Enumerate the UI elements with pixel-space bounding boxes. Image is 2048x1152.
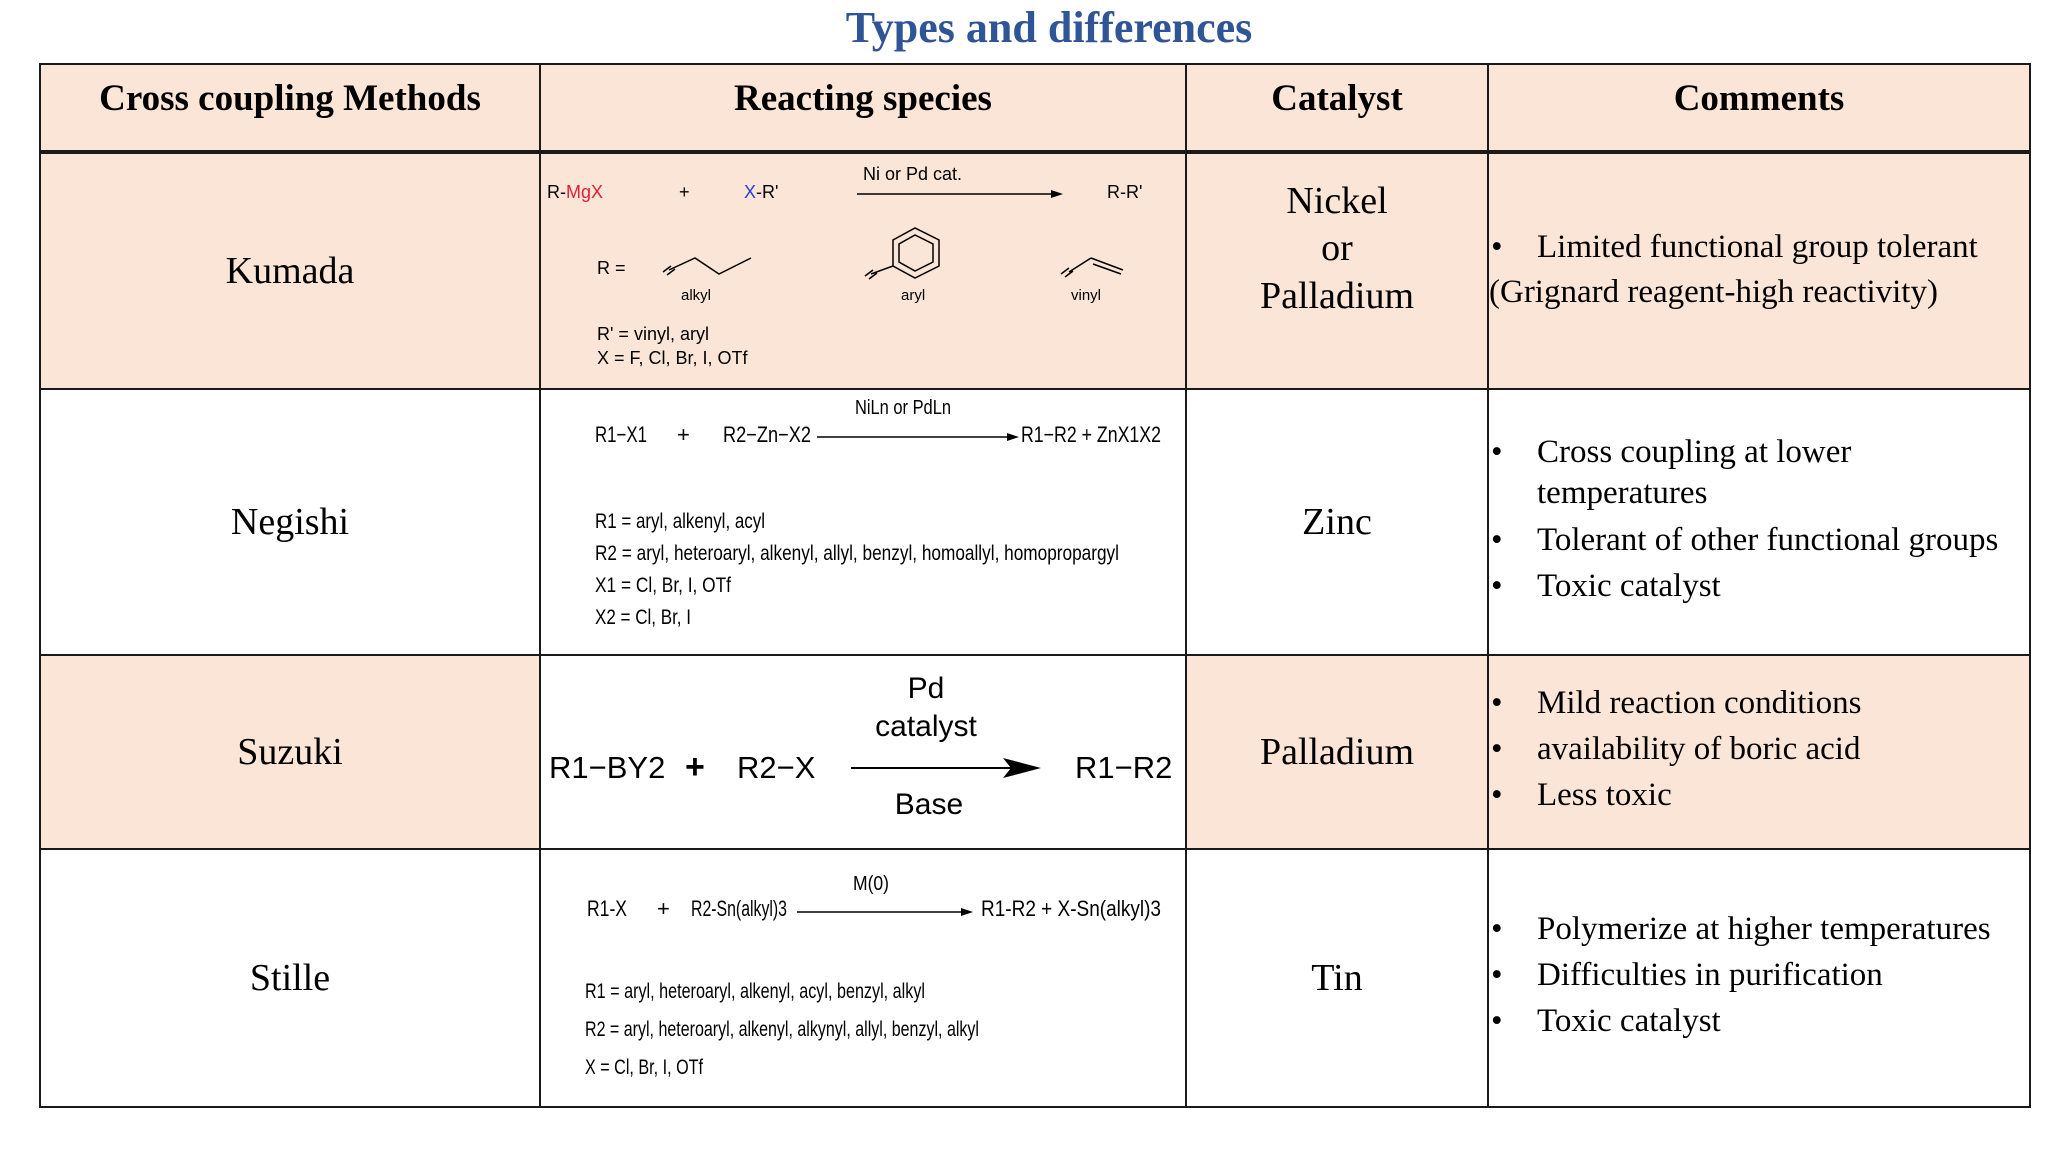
catalyst-line: Nickel <box>1286 179 1388 222</box>
arrowhead <box>961 908 973 916</box>
comment-item: • Tolerant of other functional groups <box>1489 520 2029 561</box>
comment-item: • Cross coupling at lower temperatures <box>1489 432 2029 515</box>
reactant-1: R1-X <box>587 896 628 921</box>
arrow-label: Ni or Pd cat. <box>863 164 963 184</box>
cross-coupling-table <box>39 63 2031 1108</box>
reactant-2: R2−Zn−X2 <box>723 422 811 447</box>
stille-scheme <box>541 850 1187 1106</box>
reactant-2: X-R' <box>744 182 779 202</box>
catalyst-label: catalyst <box>875 710 977 743</box>
method-name: Stille <box>40 849 540 1107</box>
header-row <box>40 64 2030 152</box>
header-method: Cross coupling Methods <box>40 64 540 152</box>
vinyl-structure <box>1061 258 1123 277</box>
comment-item: • availability of boric acid <box>1489 729 2029 770</box>
comments-cell <box>1488 389 2030 655</box>
group-label: vinyl <box>1071 287 1102 304</box>
plus-sign: + <box>657 896 670 921</box>
reactant-2: R2-Sn(alkyl)3 <box>691 896 787 921</box>
group-label: aryl <box>901 287 926 304</box>
arrowhead <box>1051 190 1063 198</box>
reaction-scheme <box>540 849 1186 1107</box>
alkyl-structure <box>663 258 751 275</box>
comments-cell <box>1488 655 2030 849</box>
product: R1−R2 <box>1075 750 1173 785</box>
table-row <box>40 152 2030 389</box>
reactant-1: R1−BY2 <box>549 750 666 785</box>
reactant-1: R-MgX <box>547 182 604 202</box>
group-label: alkyl <box>681 287 712 304</box>
arrow-label: NiLn or PdLn <box>855 397 951 419</box>
header-comments: Comments <box>1488 64 2030 152</box>
definition-line: R2 = aryl, heteroaryl, alkenyl, alkynyl, allyl, benzyl, alkyl <box>585 1018 979 1041</box>
comment-item: • Toxic catalyst <box>1489 1001 2029 1042</box>
header-species: Reacting species <box>540 64 1186 152</box>
reactant-2: R2−X <box>737 750 816 785</box>
method-name: Suzuki <box>40 655 540 849</box>
product: R1-R2 + X-Sn(alkyl)3 <box>981 896 1161 921</box>
arrowhead <box>1007 433 1019 441</box>
definition-line: X = Cl, Br, I, OTf <box>585 1056 704 1079</box>
definition-line: X2 = Cl, Br, I <box>595 606 691 629</box>
comment-item: • Toxic catalyst <box>1489 566 2029 607</box>
comment-item: • Limited functional group tolerant <box>1489 227 2029 268</box>
method-name: Kumada <box>40 152 540 389</box>
table-row <box>40 389 2030 655</box>
suzuki-scheme <box>541 656 1187 848</box>
catalyst-cell: Palladium <box>1186 655 1488 849</box>
comment-item: • Polymerize at higher temperatures <box>1489 909 2029 950</box>
product: R-R' <box>1107 182 1143 202</box>
r-definition: R = <box>597 258 626 278</box>
comment-item: • Difficulties in purification <box>1489 955 2029 996</box>
catalyst-line: or <box>1321 227 1353 270</box>
table-row <box>40 849 2030 1107</box>
reactant-1: R1−X1 <box>595 422 647 447</box>
reaction-scheme <box>540 655 1186 849</box>
comment-item: • Less toxic <box>1489 775 2029 816</box>
definition-line: X1 = Cl, Br, I, OTf <box>595 574 732 597</box>
product: R1−R2 + ZnX1X2 <box>1021 422 1161 447</box>
negishi-scheme <box>541 390 1187 654</box>
definition-line: R1 = aryl, heteroaryl, alkenyl, acyl, benzyl, alkyl <box>585 980 925 1003</box>
comment-continuation: (Grignard reagent-high reactivity) <box>1489 273 1938 310</box>
aryl-structure <box>865 228 939 279</box>
catalyst-cell: Tin <box>1186 849 1488 1107</box>
header-catalyst: Catalyst <box>1186 64 1488 152</box>
plus-sign: + <box>677 422 690 447</box>
comments-cell <box>1488 152 2030 389</box>
catalyst-line: Palladium <box>1259 274 1415 317</box>
reaction-scheme <box>540 389 1186 655</box>
arrow-label: M(0) <box>853 873 889 895</box>
page-title: Types and differences <box>845 3 1253 52</box>
plus-sign: + <box>685 748 705 786</box>
kumada-scheme <box>541 154 1187 388</box>
base-label: Base <box>894 788 964 821</box>
definition-line: R2 = aryl, heteroaryl, alkenyl, allyl, benzyl, homoallyl, homopropargyl <box>595 542 1119 565</box>
x-definition: X = F, Cl, Br, I, OTf <box>597 348 748 368</box>
catalyst-cell <box>1186 152 1488 389</box>
r-prime-definition: R' = vinyl, aryl <box>597 324 709 344</box>
reaction-scheme <box>540 152 1186 389</box>
definition-line: R1 = aryl, alkenyl, acyl <box>595 510 765 533</box>
catalyst-cell: Zinc <box>1186 389 1488 655</box>
method-name: Negishi <box>40 389 540 655</box>
table-row <box>40 655 2030 849</box>
comments-cell <box>1488 849 2030 1107</box>
catalyst-label: Pd <box>907 672 945 705</box>
comment-item: • Mild reaction conditions <box>1489 683 2029 724</box>
plus-sign: + <box>679 182 690 202</box>
